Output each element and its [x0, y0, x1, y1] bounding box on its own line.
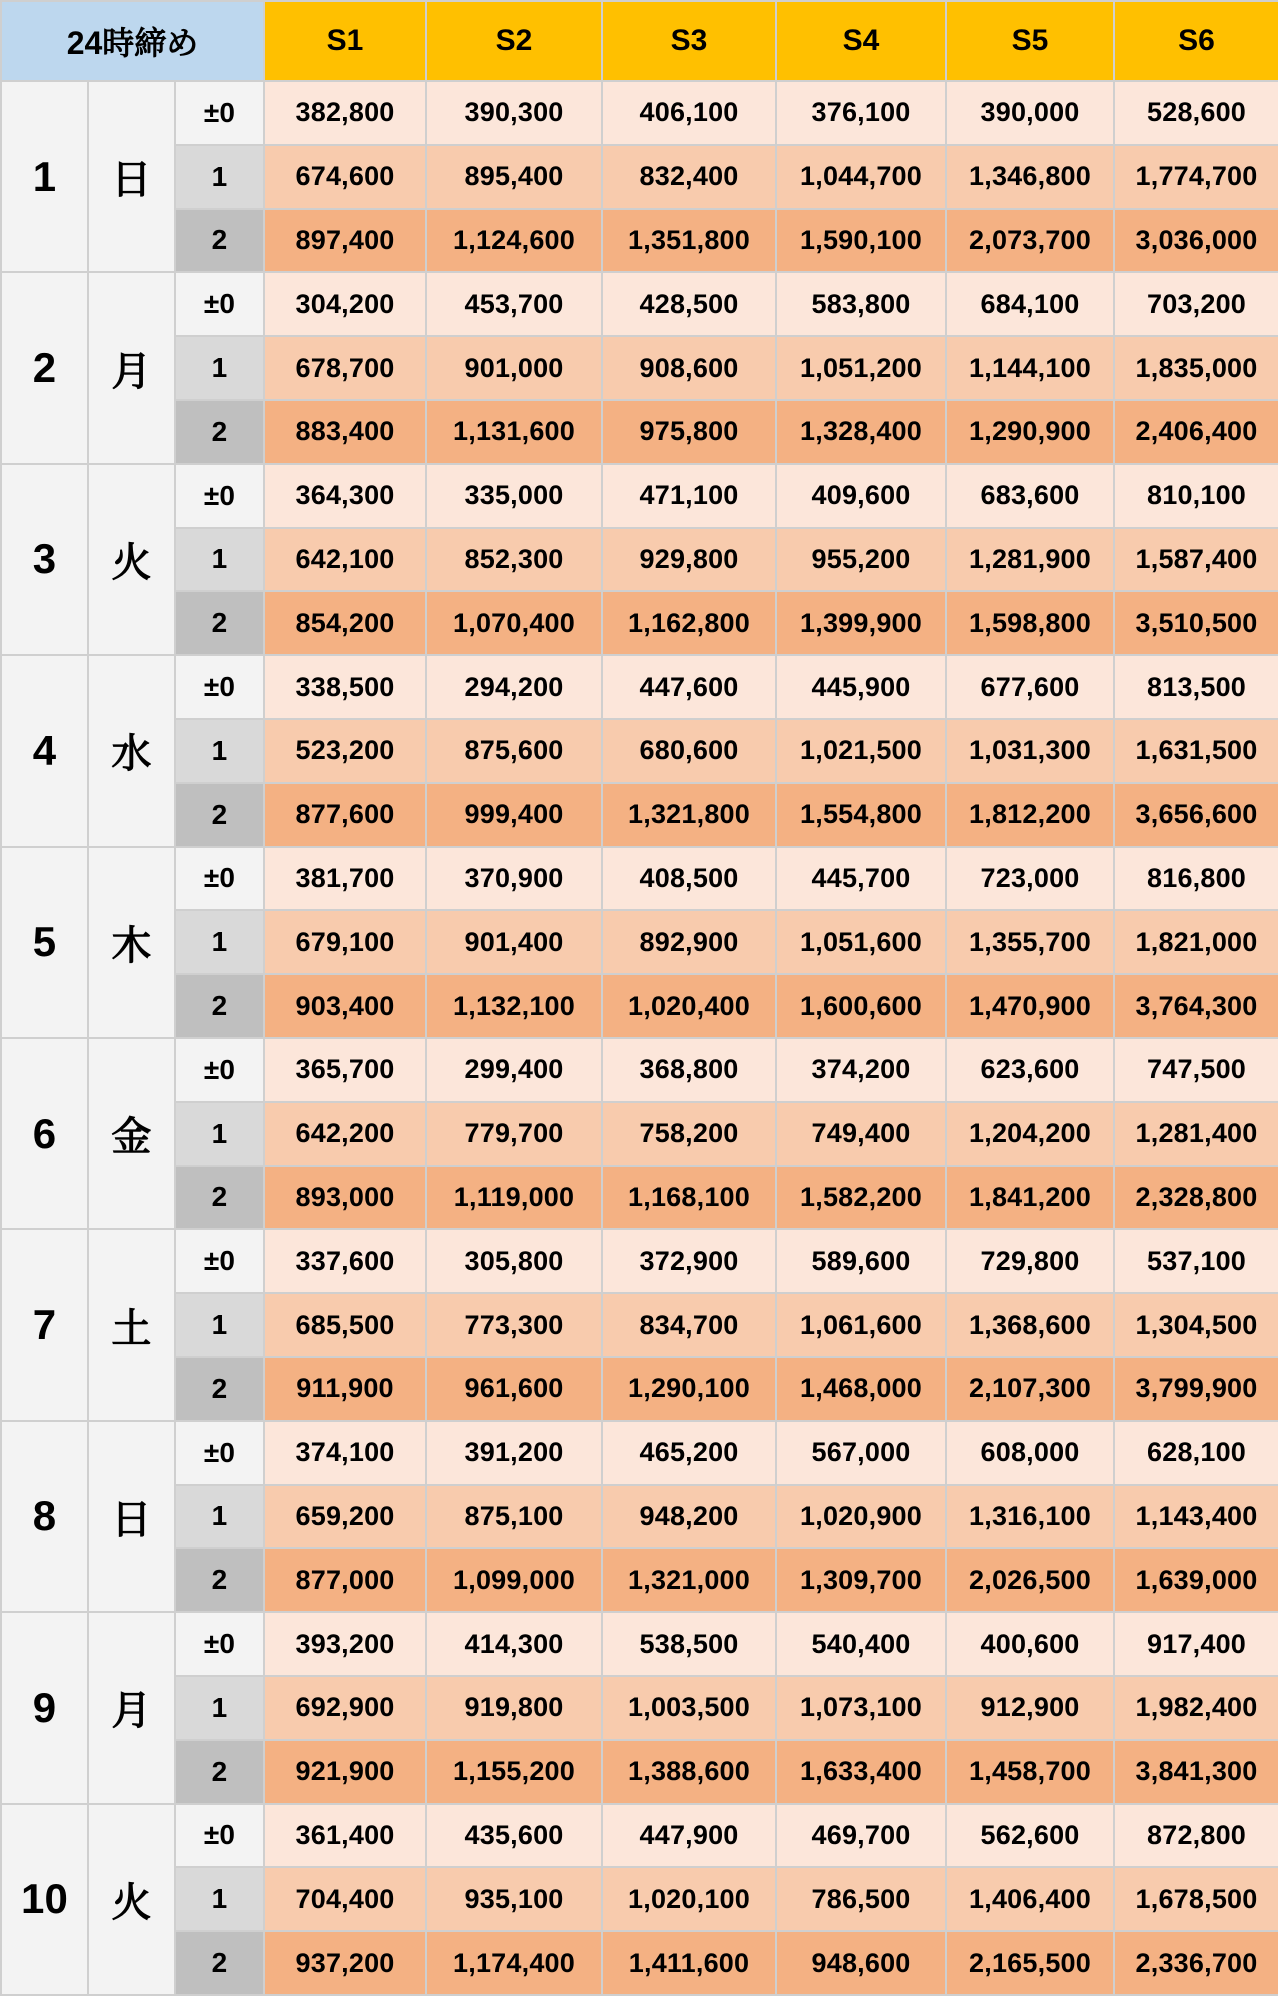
value-cell: 852,300 — [426, 528, 602, 592]
table-row — [1, 1931, 1278, 1995]
level-label: 1 — [175, 1676, 264, 1740]
value-cell: 677,600 — [946, 655, 1114, 719]
value-cell: 1,321,000 — [602, 1548, 776, 1612]
value-cell: 642,100 — [264, 528, 426, 592]
value-cell: 816,800 — [1114, 847, 1278, 911]
value-cell: 877,000 — [264, 1548, 426, 1612]
value-cell: 1,835,000 — [1114, 336, 1278, 400]
value-cell: 1,044,700 — [776, 145, 946, 209]
value-cell: 692,900 — [264, 1676, 426, 1740]
value-cell: 1,290,100 — [602, 1357, 776, 1421]
value-cell: 1,144,100 — [946, 336, 1114, 400]
level-label: ±0 — [175, 1421, 264, 1485]
value-cell: 305,800 — [426, 1229, 602, 1293]
value-cell: 2,107,300 — [946, 1357, 1114, 1421]
value-cell: 704,400 — [264, 1867, 426, 1931]
level-label: 1 — [175, 1293, 264, 1357]
value-cell: 1,812,200 — [946, 783, 1114, 847]
level-label: 1 — [175, 719, 264, 783]
value-cell: 1,143,400 — [1114, 1485, 1278, 1549]
value-cell: 364,300 — [264, 464, 426, 528]
table-row — [1, 528, 1278, 592]
level-label: 2 — [175, 1931, 264, 1995]
day-of-week: 金 — [88, 1038, 175, 1229]
value-cell: 875,100 — [426, 1485, 602, 1549]
day-number: 10 — [1, 1804, 88, 1995]
table-row — [1, 655, 1278, 719]
value-cell: 3,036,000 — [1114, 209, 1278, 273]
value-cell: 1,633,400 — [776, 1740, 946, 1804]
value-cell: 435,600 — [426, 1804, 602, 1868]
table-row — [1, 1548, 1278, 1612]
value-cell: 877,600 — [264, 783, 426, 847]
day-number: 6 — [1, 1038, 88, 1229]
column-header-s2: S2 — [426, 1, 602, 81]
level-label: ±0 — [175, 1038, 264, 1102]
value-cell: 1,304,500 — [1114, 1293, 1278, 1357]
value-cell: 1,351,800 — [602, 209, 776, 273]
table-row — [1, 1804, 1278, 1868]
level-label: 2 — [175, 783, 264, 847]
level-label: 2 — [175, 1357, 264, 1421]
day-number: 8 — [1, 1421, 88, 1612]
value-cell: 832,400 — [602, 145, 776, 209]
table-row — [1, 1357, 1278, 1421]
value-cell: 338,500 — [264, 655, 426, 719]
day-number: 3 — [1, 464, 88, 655]
value-cell: 381,700 — [264, 847, 426, 911]
table-row — [1, 1676, 1278, 1740]
value-cell: 390,000 — [946, 81, 1114, 145]
value-cell: 1,368,600 — [946, 1293, 1114, 1357]
value-cell: 469,700 — [776, 1804, 946, 1868]
table-row — [1, 209, 1278, 273]
value-cell: 1,631,500 — [1114, 719, 1278, 783]
value-cell: 1,124,600 — [426, 209, 602, 273]
value-cell: 528,600 — [1114, 81, 1278, 145]
value-cell: 1,774,700 — [1114, 145, 1278, 209]
value-cell: 1,073,100 — [776, 1676, 946, 1740]
table-row — [1, 336, 1278, 400]
value-cell: 1,841,200 — [946, 1166, 1114, 1230]
table-row — [1, 719, 1278, 783]
table-row — [1, 591, 1278, 655]
day-number: 1 — [1, 81, 88, 272]
value-cell: 428,500 — [602, 272, 776, 336]
value-cell: 408,500 — [602, 847, 776, 911]
value-cell: 3,656,600 — [1114, 783, 1278, 847]
value-cell: 2,406,400 — [1114, 400, 1278, 464]
day-number: 9 — [1, 1612, 88, 1803]
table-row — [1, 847, 1278, 911]
day-number: 4 — [1, 655, 88, 846]
value-cell: 465,200 — [602, 1421, 776, 1485]
value-cell: 372,900 — [602, 1229, 776, 1293]
level-label: ±0 — [175, 655, 264, 719]
value-cell: 1,411,600 — [602, 1931, 776, 1995]
value-cell: 908,600 — [602, 336, 776, 400]
value-cell: 628,100 — [1114, 1421, 1278, 1485]
value-cell: 2,026,500 — [946, 1548, 1114, 1612]
value-cell: 917,400 — [1114, 1612, 1278, 1676]
value-cell: 674,600 — [264, 145, 426, 209]
value-cell: 1,162,800 — [602, 591, 776, 655]
day-number: 7 — [1, 1229, 88, 1420]
value-cell: 2,073,700 — [946, 209, 1114, 273]
value-cell: 911,900 — [264, 1357, 426, 1421]
value-cell: 892,900 — [602, 910, 776, 974]
value-cell: 810,100 — [1114, 464, 1278, 528]
value-cell: 1,132,100 — [426, 974, 602, 1038]
value-cell: 773,300 — [426, 1293, 602, 1357]
value-cell: 747,500 — [1114, 1038, 1278, 1102]
value-cell: 447,900 — [602, 1804, 776, 1868]
day-of-week: 日 — [88, 1421, 175, 1612]
day-of-week: 火 — [88, 464, 175, 655]
value-cell: 749,400 — [776, 1102, 946, 1166]
table-row — [1, 1038, 1278, 1102]
value-cell: 1,328,400 — [776, 400, 946, 464]
value-cell: 2,328,800 — [1114, 1166, 1278, 1230]
value-cell: 912,900 — [946, 1676, 1114, 1740]
value-cell: 723,000 — [946, 847, 1114, 911]
value-cell: 1,070,400 — [426, 591, 602, 655]
value-cell: 935,100 — [426, 1867, 602, 1931]
value-cell: 1,031,300 — [946, 719, 1114, 783]
table-row — [1, 400, 1278, 464]
value-cell: 1,051,200 — [776, 336, 946, 400]
column-header-s3: S3 — [602, 1, 776, 81]
value-cell: 883,400 — [264, 400, 426, 464]
value-cell: 893,000 — [264, 1166, 426, 1230]
table-row — [1, 1421, 1278, 1485]
value-cell: 1,388,600 — [602, 1740, 776, 1804]
value-cell: 875,600 — [426, 719, 602, 783]
value-cell: 623,600 — [946, 1038, 1114, 1102]
value-cell: 872,800 — [1114, 1804, 1278, 1868]
value-cell: 921,900 — [264, 1740, 426, 1804]
value-cell: 374,100 — [264, 1421, 426, 1485]
table-row — [1, 1229, 1278, 1293]
value-cell: 368,800 — [602, 1038, 776, 1102]
table-row — [1, 1740, 1278, 1804]
value-cell: 901,000 — [426, 336, 602, 400]
value-cell: 1,587,400 — [1114, 528, 1278, 592]
value-cell: 1,119,000 — [426, 1166, 602, 1230]
value-cell: 1,355,700 — [946, 910, 1114, 974]
value-cell: 337,600 — [264, 1229, 426, 1293]
column-header-s4: S4 — [776, 1, 946, 81]
value-cell: 406,100 — [602, 81, 776, 145]
value-cell: 400,600 — [946, 1612, 1114, 1676]
table-row — [1, 1867, 1278, 1931]
value-cell: 3,764,300 — [1114, 974, 1278, 1038]
value-cell: 365,700 — [264, 1038, 426, 1102]
value-cell: 961,600 — [426, 1357, 602, 1421]
value-cell: 642,200 — [264, 1102, 426, 1166]
value-cell: 453,700 — [426, 272, 602, 336]
value-cell: 414,300 — [426, 1612, 602, 1676]
table-row — [1, 1293, 1278, 1357]
value-cell: 895,400 — [426, 145, 602, 209]
value-cell: 447,600 — [602, 655, 776, 719]
value-cell: 929,800 — [602, 528, 776, 592]
value-cell: 813,500 — [1114, 655, 1278, 719]
value-cell: 758,200 — [602, 1102, 776, 1166]
value-cell: 1,051,600 — [776, 910, 946, 974]
value-cell: 583,800 — [776, 272, 946, 336]
value-cell: 1,281,400 — [1114, 1102, 1278, 1166]
value-cell: 1,309,700 — [776, 1548, 946, 1612]
value-cell: 1,020,400 — [602, 974, 776, 1038]
value-cell: 659,200 — [264, 1485, 426, 1549]
value-cell: 678,700 — [264, 336, 426, 400]
day-of-week: 月 — [88, 1612, 175, 1803]
level-label: 1 — [175, 1102, 264, 1166]
table-body — [1, 81, 1278, 1995]
level-label: 1 — [175, 145, 264, 209]
value-cell: 1,598,800 — [946, 591, 1114, 655]
value-cell: 538,500 — [602, 1612, 776, 1676]
table-row — [1, 464, 1278, 528]
value-cell: 1,168,100 — [602, 1166, 776, 1230]
level-label: 2 — [175, 209, 264, 273]
level-label: 1 — [175, 1867, 264, 1931]
value-cell: 393,200 — [264, 1612, 426, 1676]
value-cell: 729,800 — [946, 1229, 1114, 1293]
value-cell: 975,800 — [602, 400, 776, 464]
value-cell: 955,200 — [776, 528, 946, 592]
value-cell: 1,155,200 — [426, 1740, 602, 1804]
value-cell: 3,510,500 — [1114, 591, 1278, 655]
value-cell: 335,000 — [426, 464, 602, 528]
level-label: 1 — [175, 1485, 264, 1549]
value-cell: 1,468,000 — [776, 1357, 946, 1421]
value-cell: 445,700 — [776, 847, 946, 911]
value-cell: 1,321,800 — [602, 783, 776, 847]
value-cell: 537,100 — [1114, 1229, 1278, 1293]
table-row — [1, 1485, 1278, 1549]
value-cell: 679,100 — [264, 910, 426, 974]
level-label: ±0 — [175, 1804, 264, 1868]
value-cell: 374,200 — [776, 1038, 946, 1102]
value-cell: 897,400 — [264, 209, 426, 273]
value-cell: 685,500 — [264, 1293, 426, 1357]
value-cell: 834,700 — [602, 1293, 776, 1357]
table-row — [1, 783, 1278, 847]
table-row — [1, 910, 1278, 974]
level-label: 1 — [175, 910, 264, 974]
value-cell: 1,131,600 — [426, 400, 602, 464]
day-of-week: 木 — [88, 847, 175, 1038]
value-cell: 1,061,600 — [776, 1293, 946, 1357]
table-row — [1, 81, 1278, 145]
table-row — [1, 145, 1278, 209]
table-row — [1, 1102, 1278, 1166]
day-number: 2 — [1, 272, 88, 463]
value-cell: 779,700 — [426, 1102, 602, 1166]
value-cell: 999,400 — [426, 783, 602, 847]
value-cell: 2,336,700 — [1114, 1931, 1278, 1995]
value-cell: 1,346,800 — [946, 145, 1114, 209]
value-cell: 1,099,000 — [426, 1548, 602, 1612]
table-row — [1, 1166, 1278, 1230]
value-cell: 1,821,000 — [1114, 910, 1278, 974]
level-label: 2 — [175, 1740, 264, 1804]
day-of-week: 火 — [88, 1804, 175, 1995]
value-cell: 1,204,200 — [946, 1102, 1114, 1166]
value-cell: 376,100 — [776, 81, 946, 145]
value-cell: 361,400 — [264, 1804, 426, 1868]
value-cell: 2,165,500 — [946, 1931, 1114, 1995]
value-cell: 1,982,400 — [1114, 1676, 1278, 1740]
value-cell: 391,200 — [426, 1421, 602, 1485]
value-cell: 1,470,900 — [946, 974, 1114, 1038]
value-cell: 1,003,500 — [602, 1676, 776, 1740]
value-cell: 1,020,100 — [602, 1867, 776, 1931]
table-row — [1, 272, 1278, 336]
level-label: 2 — [175, 974, 264, 1038]
header-row — [1, 1, 1278, 81]
value-cell: 948,200 — [602, 1485, 776, 1549]
level-label: 2 — [175, 400, 264, 464]
day-of-week: 月 — [88, 272, 175, 463]
value-cell: 1,021,500 — [776, 719, 946, 783]
level-label: ±0 — [175, 1229, 264, 1293]
value-cell: 1,316,100 — [946, 1485, 1114, 1549]
value-cell: 540,400 — [776, 1612, 946, 1676]
value-cell: 1,174,400 — [426, 1931, 602, 1995]
value-cell: 3,841,300 — [1114, 1740, 1278, 1804]
value-cell: 1,406,400 — [946, 1867, 1114, 1931]
day-number: 5 — [1, 847, 88, 1038]
value-cell: 523,200 — [264, 719, 426, 783]
value-cell: 680,600 — [602, 719, 776, 783]
value-cell: 299,400 — [426, 1038, 602, 1102]
value-cell: 1,458,700 — [946, 1740, 1114, 1804]
value-cell: 1,281,900 — [946, 528, 1114, 592]
column-header-s6: S6 — [1114, 1, 1278, 81]
value-cell: 294,200 — [426, 655, 602, 719]
value-cell: 786,500 — [776, 1867, 946, 1931]
value-cell: 1,590,100 — [776, 209, 946, 273]
value-cell: 304,200 — [264, 272, 426, 336]
value-cell: 608,000 — [946, 1421, 1114, 1485]
value-cell: 703,200 — [1114, 272, 1278, 336]
level-label: 2 — [175, 1548, 264, 1612]
value-cell: 683,600 — [946, 464, 1114, 528]
value-cell: 471,100 — [602, 464, 776, 528]
level-label: ±0 — [175, 464, 264, 528]
day-of-week: 土 — [88, 1229, 175, 1420]
level-label: ±0 — [175, 272, 264, 336]
value-cell: 390,300 — [426, 81, 602, 145]
value-cell: 589,600 — [776, 1229, 946, 1293]
value-cell: 948,600 — [776, 1931, 946, 1995]
level-label: 1 — [175, 528, 264, 592]
level-label: 2 — [175, 1166, 264, 1230]
value-cell: 445,900 — [776, 655, 946, 719]
value-cell: 562,600 — [946, 1804, 1114, 1868]
level-label: ±0 — [175, 81, 264, 145]
value-cell: 903,400 — [264, 974, 426, 1038]
value-cell: 937,200 — [264, 1931, 426, 1995]
value-cell: 567,000 — [776, 1421, 946, 1485]
value-cell: 854,200 — [264, 591, 426, 655]
value-cell: 1,290,900 — [946, 400, 1114, 464]
level-label: ±0 — [175, 847, 264, 911]
day-of-week: 日 — [88, 81, 175, 272]
value-cell: 370,900 — [426, 847, 602, 911]
corner-label: 24時締め — [1, 1, 264, 81]
value-cell: 409,600 — [776, 464, 946, 528]
value-cell: 1,600,600 — [776, 974, 946, 1038]
value-cell: 382,800 — [264, 81, 426, 145]
level-label: 2 — [175, 591, 264, 655]
value-cell: 1,582,200 — [776, 1166, 946, 1230]
table-row — [1, 974, 1278, 1038]
day-of-week: 水 — [88, 655, 175, 846]
column-header-s5: S5 — [946, 1, 1114, 81]
value-cell: 919,800 — [426, 1676, 602, 1740]
value-cell: 1,399,900 — [776, 591, 946, 655]
level-label: 1 — [175, 336, 264, 400]
value-cell: 901,400 — [426, 910, 602, 974]
value-cell: 3,799,900 — [1114, 1357, 1278, 1421]
value-cell: 1,020,900 — [776, 1485, 946, 1549]
value-cell: 1,678,500 — [1114, 1867, 1278, 1931]
value-cell: 1,639,000 — [1114, 1548, 1278, 1612]
value-cell: 1,554,800 — [776, 783, 946, 847]
level-label: ±0 — [175, 1612, 264, 1676]
column-header-s1: S1 — [264, 1, 426, 81]
value-cell: 684,100 — [946, 272, 1114, 336]
table-row — [1, 1612, 1278, 1676]
